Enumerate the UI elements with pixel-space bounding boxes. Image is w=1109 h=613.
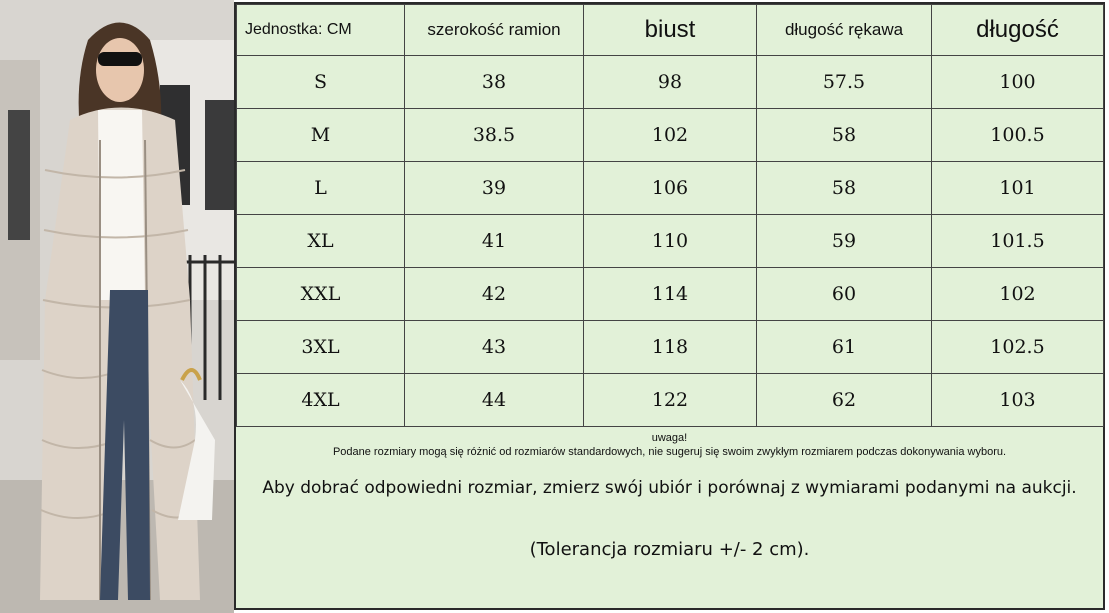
- tolerance-note: (Tolerancja rozmiaru +/- 2 cm).: [529, 539, 810, 560]
- shoulder-cell: 38: [405, 56, 584, 109]
- size-cell: M: [237, 109, 405, 162]
- length-cell: 102.5: [932, 321, 1104, 374]
- size-cell: 4XL: [237, 374, 405, 427]
- size-cell: L: [237, 162, 405, 215]
- length-cell: 101.5: [932, 215, 1104, 268]
- bust-cell: 110: [584, 215, 757, 268]
- measure-instruction: Aby dobrać odpowiedni rozmiar, zmierz swój ubiór i porównaj z wymiarami podanymi na aukcji.: [262, 478, 1077, 498]
- shoulder-cell: 38.5: [405, 109, 584, 162]
- table-row: [237, 56, 1104, 109]
- sleeve-cell: 61: [757, 321, 932, 374]
- table-header-row: [237, 5, 1104, 56]
- size-cell: XL: [237, 215, 405, 268]
- shoulder-cell: 39: [405, 162, 584, 215]
- model-in-coat-image: [0, 0, 234, 613]
- shoulder-cell: 44: [405, 374, 584, 427]
- bust-cell: 98: [584, 56, 757, 109]
- length-cell: 103: [932, 374, 1104, 427]
- length-cell: 102: [932, 268, 1104, 321]
- bust-cell: 102: [584, 109, 757, 162]
- table-row: [237, 268, 1104, 321]
- product-photo: [0, 0, 234, 613]
- table-row: [237, 109, 1104, 162]
- bust-cell: 114: [584, 268, 757, 321]
- header-shoulder-width: szerokość ramion: [405, 5, 584, 56]
- bust-cell: 106: [584, 162, 757, 215]
- sleeve-cell: 60: [757, 268, 932, 321]
- warning-title: uwaga!: [651, 432, 688, 444]
- size-table: [236, 4, 1104, 427]
- header-length: długość: [932, 5, 1104, 56]
- sleeve-cell: 62: [757, 374, 932, 427]
- table-row: [237, 215, 1104, 268]
- header-sleeve-length: długość rękawa: [757, 5, 932, 56]
- notes-section: [236, 414, 1103, 608]
- sleeve-cell: 58: [757, 109, 932, 162]
- size-cell: S: [237, 56, 405, 109]
- length-cell: 100.5: [932, 109, 1104, 162]
- shoulder-cell: 43: [405, 321, 584, 374]
- shoulder-cell: 41: [405, 215, 584, 268]
- shoulder-cell: 42: [405, 268, 584, 321]
- table-row: [237, 321, 1104, 374]
- warning-text: Podane rozmiary mogą się różnić od rozmiarów standardowych, nie sugeruj się swoim zwykłym rozmiarem podczas dokonywania wyboru.: [332, 446, 1007, 458]
- bust-cell: 122: [584, 374, 757, 427]
- size-cell: XXL: [237, 268, 405, 321]
- size-chart-panel: [234, 2, 1105, 610]
- sleeve-cell: 57.5: [757, 56, 932, 109]
- sleeve-cell: 58: [757, 162, 932, 215]
- length-cell: 101: [932, 162, 1104, 215]
- length-cell: 100: [932, 56, 1104, 109]
- bust-cell: 118: [584, 321, 757, 374]
- header-bust: biust: [584, 5, 757, 56]
- sleeve-cell: 59: [757, 215, 932, 268]
- table-row: [237, 162, 1104, 215]
- header-unit: Jednostka: CM: [237, 5, 405, 56]
- size-cell: 3XL: [237, 321, 405, 374]
